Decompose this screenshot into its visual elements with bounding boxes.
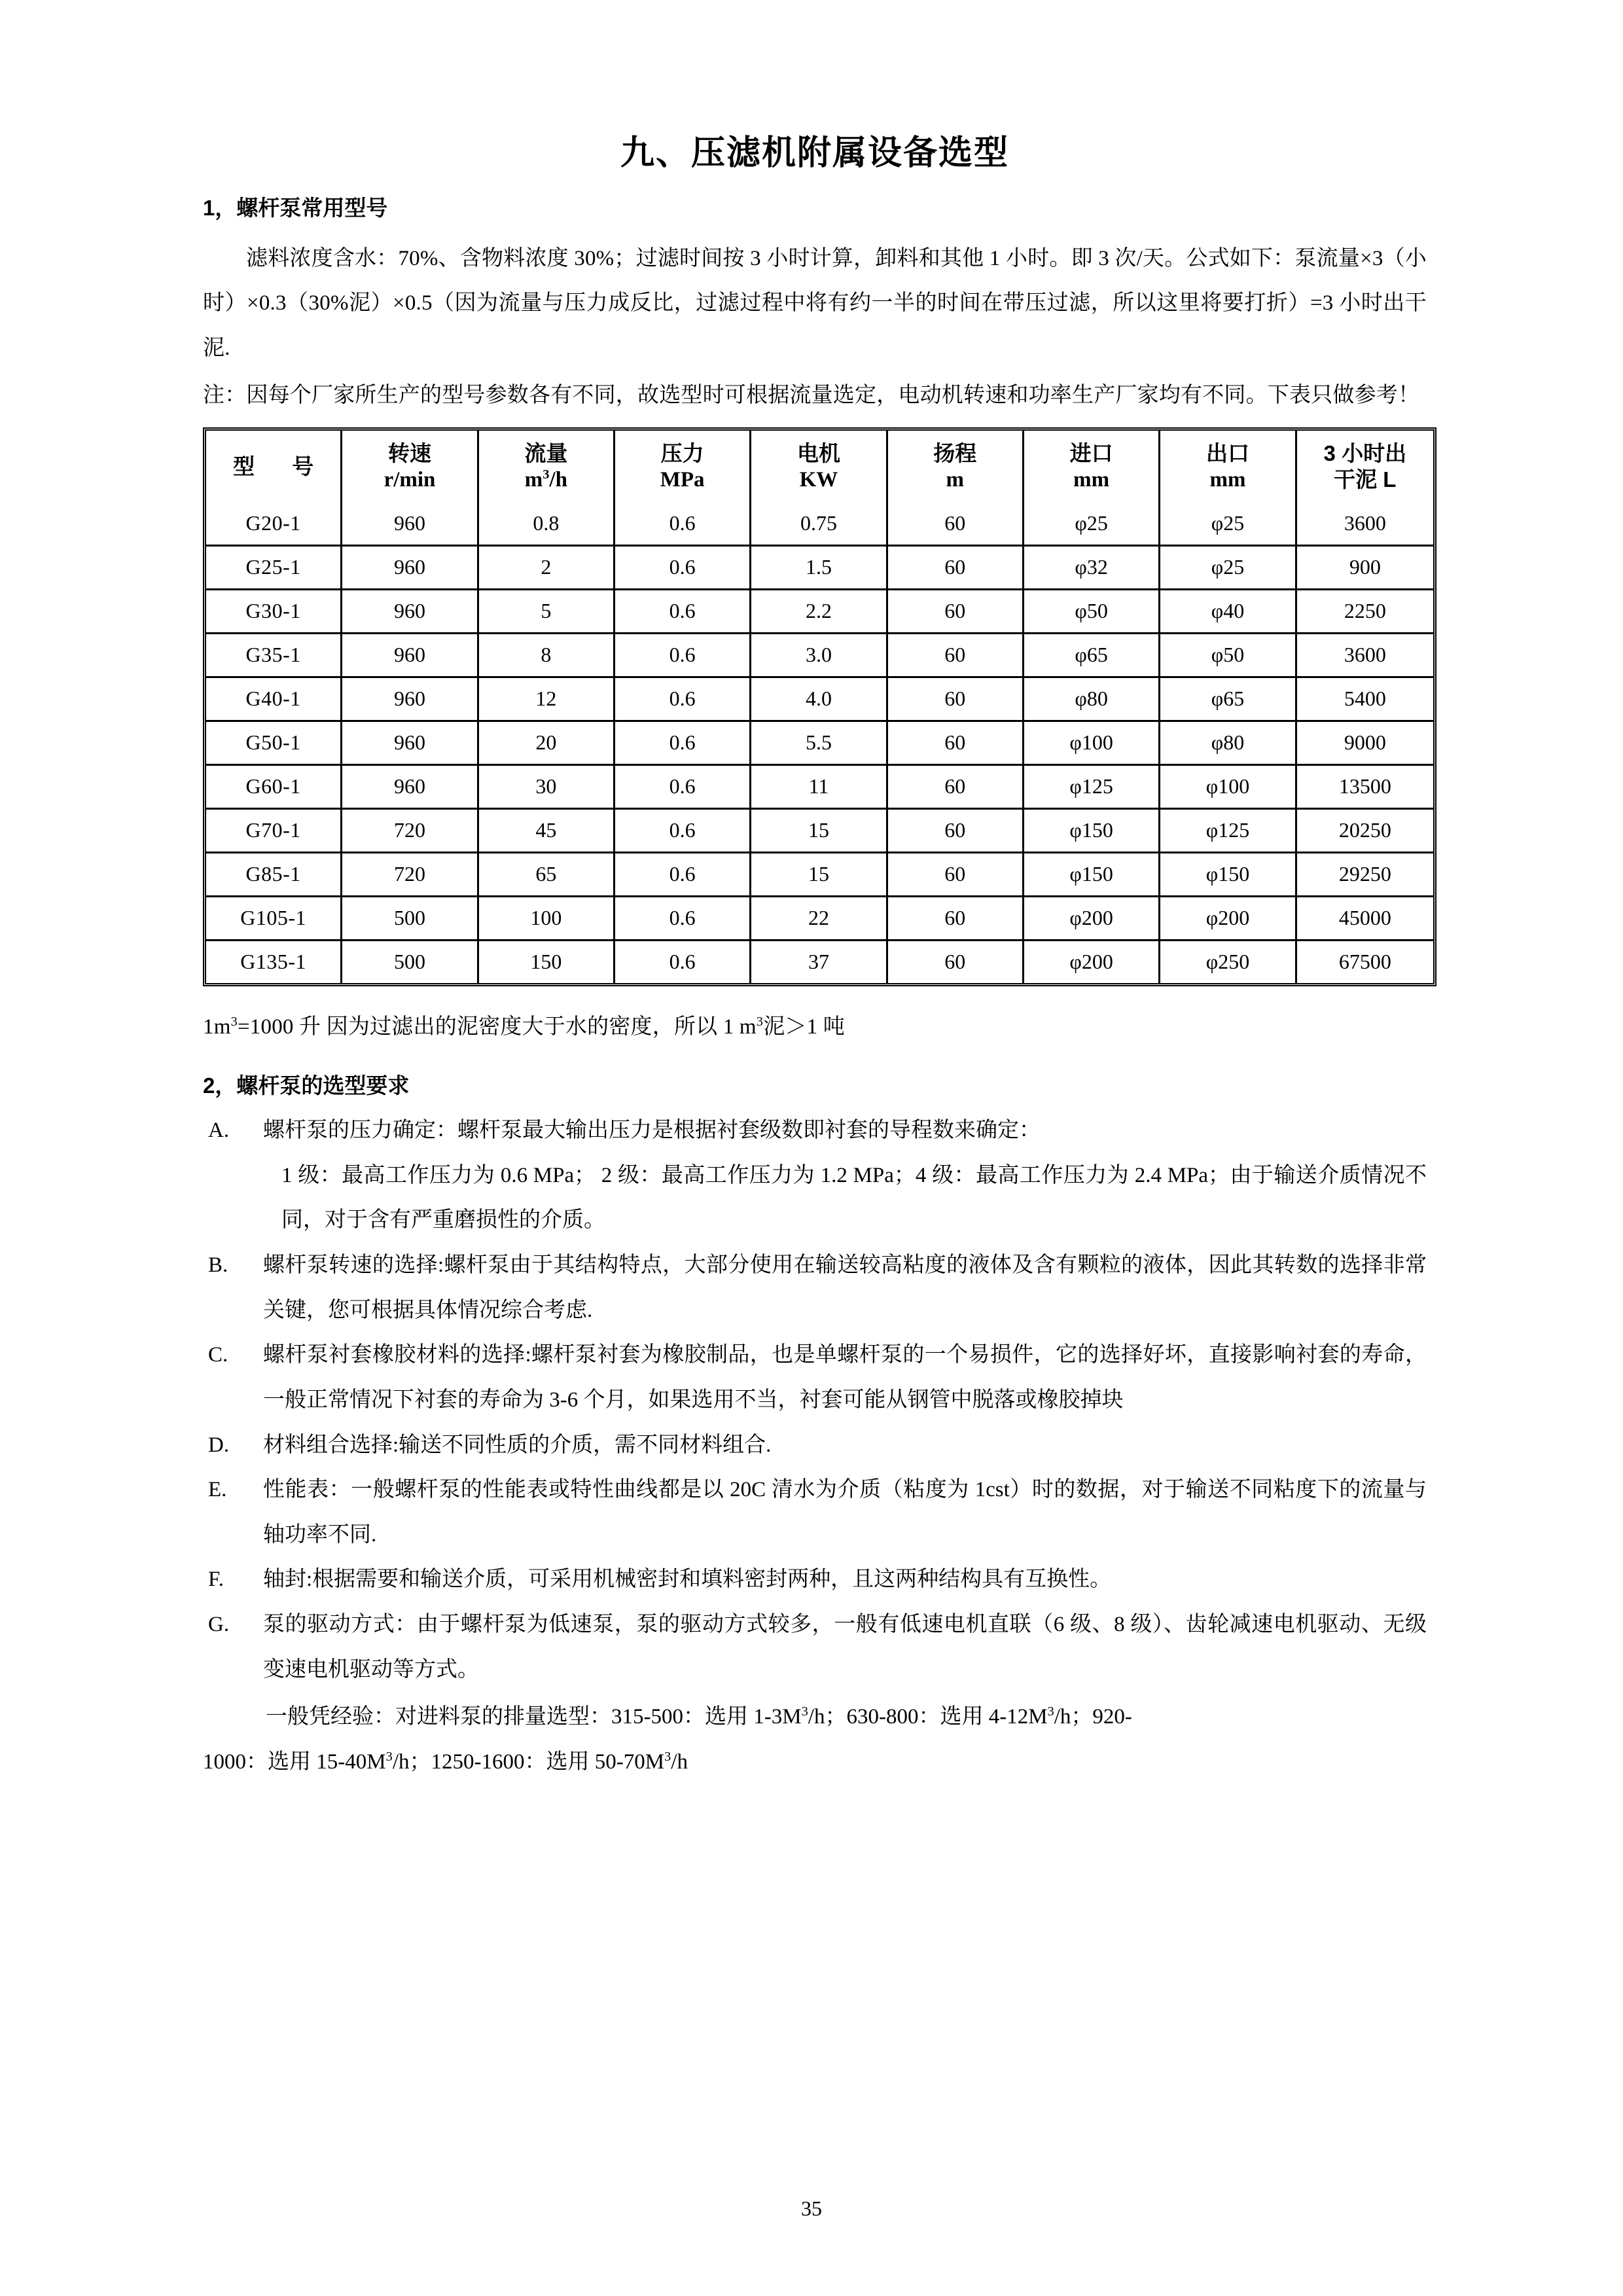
cell-model: G25-1 <box>206 547 342 590</box>
cell-head: 60 <box>888 634 1024 678</box>
table-row <box>206 503 1433 547</box>
column-header-inlet-line1: 进口 <box>1069 440 1113 465</box>
cell-speed: 500 <box>342 941 478 983</box>
cell-pressure: 0.6 <box>615 634 751 678</box>
cell-pressure: 0.6 <box>615 766 751 810</box>
cell-dry-sludge: 13500 <box>1297 766 1433 810</box>
column-header-dry-sludge-line1: 3 小时出 <box>1323 440 1407 465</box>
cell-inlet: φ150 <box>1024 853 1160 897</box>
column-header-dry-sludge-line2: 干泥 L <box>1334 467 1397 492</box>
table-row <box>206 634 1433 678</box>
requirement-text: 螺杆泵衬套橡胶材料的选择:螺杆泵衬套为橡胶制品，也是单螺杆泵的一个易损件，它的选择好坏，直接影响衬套的寿命，一般正常情况下衬套的寿命为 3-6 个月，如果选用不当，衬套可能从钢管中脱落或橡胶掉块 <box>263 1343 1427 1412</box>
column-header-pressure <box>615 431 751 503</box>
cell-outlet: φ25 <box>1160 547 1296 590</box>
cell-outlet: φ200 <box>1160 897 1296 941</box>
cell-speed: 960 <box>342 766 478 810</box>
table-body <box>206 503 1433 983</box>
column-header-motor-line2: KW <box>799 468 838 492</box>
cell-dry-sludge: 5400 <box>1297 678 1433 722</box>
column-header-model <box>206 431 342 503</box>
cell-dry-sludge: 900 <box>1297 547 1433 590</box>
requirement-marker: E. <box>208 1478 227 1502</box>
table-row <box>206 853 1433 897</box>
table-row <box>206 678 1433 722</box>
column-header-motor <box>751 431 887 503</box>
selection-requirements-list <box>203 1108 1427 1692</box>
cell-pressure: 0.6 <box>615 853 751 897</box>
column-header-speed-line2: r/min <box>383 468 436 492</box>
cell-model: G105-1 <box>206 897 342 941</box>
section1-paragraph-note: 注：因每个厂家所生产的型号参数各有不同，故选型时可根据流量选定，电动机转速和功率生产厂家均有不同。下表只做参考！ <box>203 384 1420 408</box>
column-header-motor-line1: 电机 <box>796 440 840 465</box>
cell-speed: 720 <box>342 810 478 853</box>
cell-outlet: φ25 <box>1160 503 1296 547</box>
cell-dry-sludge: 29250 <box>1297 853 1433 897</box>
requirement-item <box>203 1602 1427 1692</box>
requirement-item <box>203 1108 1427 1243</box>
cell-motor: 37 <box>751 941 887 983</box>
cell-dry-sludge: 3600 <box>1297 634 1433 678</box>
cell-model: G60-1 <box>206 766 342 810</box>
requirement-marker: B. <box>208 1253 228 1277</box>
cell-motor: 1.5 <box>751 547 887 590</box>
table-header <box>206 431 1433 503</box>
cell-inlet: φ80 <box>1024 678 1160 722</box>
cell-inlet: φ200 <box>1024 897 1160 941</box>
table-row <box>206 897 1433 941</box>
cell-flow: 150 <box>479 941 615 983</box>
cell-head: 60 <box>888 810 1024 853</box>
requirement-item <box>203 1557 1427 1602</box>
cell-dry-sludge: 45000 <box>1297 897 1433 941</box>
cell-flow: 8 <box>479 634 615 678</box>
table-row <box>206 810 1433 853</box>
column-header-flow-line2: $m^3/h$ <box>524 467 567 492</box>
cell-head: 60 <box>888 547 1024 590</box>
column-header-flow-line1: 流量 <box>524 440 568 465</box>
cell-inlet: φ100 <box>1024 722 1160 766</box>
cell-speed: 960 <box>342 634 478 678</box>
cell-flow: 65 <box>479 853 615 897</box>
cell-outlet: φ80 <box>1160 722 1296 766</box>
experience-note-line-2: 1000：选用 $15-40M^3/h$；1250-1600：选用 $50-70M^3/h$ <box>203 1749 688 1774</box>
requirement-item <box>203 1333 1427 1422</box>
cell-pressure: 0.6 <box>615 590 751 634</box>
column-header-pressure-line2: MPa <box>660 468 705 492</box>
cell-flow: 20 <box>479 722 615 766</box>
table-row <box>206 766 1433 810</box>
section-heading-1: 1，螺杆泵常用型号 <box>203 196 388 220</box>
cell-model: G20-1 <box>206 503 342 547</box>
experience-note-line-1: 一般凭经验：对进料泵的排量选型：315-500：选用 $1-3M^3/h$；630-800：选用 $4-12M^3/h$；920- <box>266 1704 1132 1729</box>
requirement-text: 螺杆泵转速的选择:螺杆泵由于其结构特点，大部分使用在输送较高粘度的液体及含有颗粒的液体，因此其转数的选择非常关键，您可根据具体情况综合考虑. <box>263 1253 1427 1322</box>
cell-head: 60 <box>888 678 1024 722</box>
section1-paragraph-1: 滤料浓度含水：70%、含物料浓度 30%；过滤时间按 3 小时计算，卸料和其他 1 小时。即 3 次/天。公式如下：泵流量×3（小时）×0.3（30%泥）×0.5（因为流量与压力成反比，过滤过程中将有约一半的时间在带压过滤，所以这里将要打折）=3 小时出干泥. <box>203 246 1427 360</box>
cell-flow: 12 <box>479 678 615 722</box>
cell-dry-sludge: 3600 <box>1297 503 1433 547</box>
cell-inlet: φ25 <box>1024 503 1160 547</box>
cell-pressure: 0.6 <box>615 722 751 766</box>
cell-flow: 5 <box>479 590 615 634</box>
column-header-pressure-line1: 压力 <box>660 440 704 465</box>
cell-inlet: φ200 <box>1024 941 1160 983</box>
cell-dry-sludge: 9000 <box>1297 722 1433 766</box>
requirement-marker: C. <box>208 1343 228 1367</box>
cell-inlet: φ125 <box>1024 766 1160 810</box>
cell-head: 60 <box>888 853 1024 897</box>
cell-model: G135-1 <box>206 941 342 983</box>
column-header-head-line2: m <box>946 468 965 492</box>
cell-motor: 5.5 <box>751 722 887 766</box>
cell-pressure: 0.6 <box>615 810 751 853</box>
screw-pump-spec-table <box>203 427 1436 986</box>
cell-dry-sludge: 2250 <box>1297 590 1433 634</box>
table-row <box>206 547 1433 590</box>
column-header-model-line1: 型 号 <box>233 454 330 478</box>
cell-inlet: φ32 <box>1024 547 1160 590</box>
requirement-text: 轴封:根据需要和输送介质，可采用机械密封和填料密封两种，且这两种结构具有互换性。 <box>263 1568 1112 1592</box>
cell-pressure: 0.6 <box>615 547 751 590</box>
cell-inlet: φ150 <box>1024 810 1160 853</box>
cell-head: 60 <box>888 590 1024 634</box>
section-heading-2: 2，螺杆泵的选型要求 <box>203 1073 410 1098</box>
cell-model: G40-1 <box>206 678 342 722</box>
cell-speed: 960 <box>342 722 478 766</box>
spec-table-wrapper <box>203 427 1436 986</box>
column-header-inlet-line2: mm <box>1073 468 1110 492</box>
cell-speed: 960 <box>342 547 478 590</box>
cell-flow: 0.8 <box>479 503 615 547</box>
requirement-text: 泵的驱动方式：由于螺杆泵为低速泵，泵的驱动方式较多，一般有低速电机直联（6 级、8 级）、齿轮减速电机驱动、无级变速电机驱动等方式。 <box>263 1613 1427 1681</box>
cell-head: 60 <box>888 766 1024 810</box>
column-header-flow <box>479 431 615 503</box>
cell-head: 60 <box>888 897 1024 941</box>
cell-flow: 45 <box>479 810 615 853</box>
column-header-speed <box>342 431 478 503</box>
cell-outlet: φ50 <box>1160 634 1296 678</box>
cell-motor: 11 <box>751 766 887 810</box>
requirement-item <box>203 1467 1427 1557</box>
cell-dry-sludge: 20250 <box>1297 810 1433 853</box>
cell-model: G35-1 <box>206 634 342 678</box>
cell-model: G50-1 <box>206 722 342 766</box>
cell-outlet: φ150 <box>1160 853 1296 897</box>
requirement-marker: F. <box>208 1568 224 1592</box>
requirement-marker: A. <box>208 1119 230 1143</box>
requirement-text: 螺杆泵的压力确定：螺杆泵最大输出压力是根据衬套级数即衬套的导程数来确定： <box>263 1119 1041 1143</box>
requirement-text: 性能表：一般螺杆泵的性能表或特性曲线都是以 20C 清水为介质（粘度为 1cst）时的数据，对于输送不同粘度下的流量与轴功率不同. <box>263 1478 1427 1547</box>
cell-inlet: φ50 <box>1024 590 1160 634</box>
cell-inlet: φ65 <box>1024 634 1160 678</box>
table-row <box>206 590 1433 634</box>
requirement-marker: D. <box>208 1433 230 1457</box>
cell-speed: 720 <box>342 853 478 897</box>
requirement-text: 1 级：最高工作压力为 0.6 MPa； 2 级：最高工作压力为 1.2 MPa；4 级：最高工作压力为 2.4 MPa；由于输送介质情况不同，对于含有严重磨损性的介质。 <box>281 1163 1427 1232</box>
cell-head: 60 <box>888 503 1024 547</box>
cell-flow: 2 <box>479 547 615 590</box>
cell-flow: 30 <box>479 766 615 810</box>
table-footnote: $1m^3=1000$ 升 因为过滤出的泥密度大于水的密度，所以 1 $m^3$泥＞1 吨 <box>203 1014 845 1039</box>
requirement-item <box>203 1423 1427 1468</box>
cell-motor: 3.0 <box>751 634 887 678</box>
page-title: 九、压滤机附属设备选型 <box>620 134 1009 172</box>
cell-outlet: φ250 <box>1160 941 1296 983</box>
cell-model: G85-1 <box>206 853 342 897</box>
cell-motor: 0.75 <box>751 503 887 547</box>
table-row <box>206 722 1433 766</box>
cell-pressure: 0.6 <box>615 897 751 941</box>
cell-motor: 15 <box>751 853 887 897</box>
column-header-dry-sludge <box>1297 431 1433 503</box>
cell-outlet: φ65 <box>1160 678 1296 722</box>
cell-speed: 960 <box>342 590 478 634</box>
cell-pressure: 0.6 <box>615 941 751 983</box>
cell-head: 60 <box>888 722 1024 766</box>
column-header-outlet-line2: mm <box>1209 468 1246 492</box>
column-header-outlet <box>1160 431 1296 503</box>
cell-speed: 500 <box>342 897 478 941</box>
column-header-head <box>888 431 1024 503</box>
experience-note <box>203 1695 1427 1784</box>
cell-motor: 4.0 <box>751 678 887 722</box>
cell-outlet: φ100 <box>1160 766 1296 810</box>
cell-head: 60 <box>888 941 1024 983</box>
cell-motor: 15 <box>751 810 887 853</box>
cell-flow: 100 <box>479 897 615 941</box>
cell-model: G70-1 <box>206 810 342 853</box>
requirement-text: 材料组合选择:输送不同性质的介质，需不同材料组合. <box>263 1433 772 1457</box>
cell-motor: 2.2 <box>751 590 887 634</box>
cell-outlet: φ40 <box>1160 590 1296 634</box>
table-row <box>206 941 1433 983</box>
cell-speed: 960 <box>342 678 478 722</box>
column-header-inlet <box>1024 431 1160 503</box>
page-number: 35 <box>801 2197 822 2220</box>
cell-outlet: φ125 <box>1160 810 1296 853</box>
column-header-speed-line1: 转速 <box>387 440 431 465</box>
cell-pressure: 0.6 <box>615 503 751 547</box>
cell-motor: 22 <box>751 897 887 941</box>
column-header-head-line1: 扬程 <box>933 440 977 465</box>
column-header-outlet-line1: 出口 <box>1205 440 1249 465</box>
cell-speed: 960 <box>342 503 478 547</box>
requirement-item <box>203 1243 1427 1333</box>
table-header-row <box>206 431 1433 503</box>
cell-pressure: 0.6 <box>615 678 751 722</box>
cell-model: G30-1 <box>206 590 342 634</box>
requirement-marker: G. <box>208 1613 230 1636</box>
cell-dry-sludge: 67500 <box>1297 941 1433 983</box>
